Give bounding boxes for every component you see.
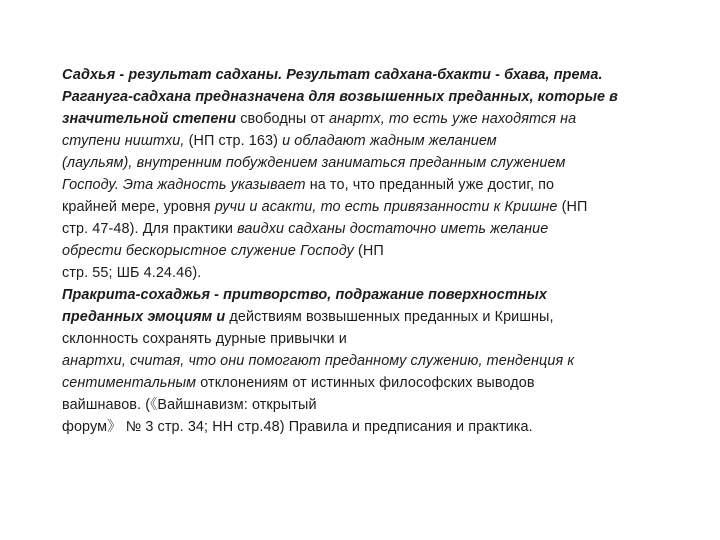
text-segment: преданных эмоциям и [62, 309, 230, 325]
text-segment: свободны от [240, 111, 329, 127]
text-line [62, 64, 662, 86]
text-segment: Господу. Эта жадность указывает [62, 177, 310, 193]
text-segment: ваидхи садханы достаточно иметь желание [237, 221, 549, 237]
text-segment: крайней мере, уровня [62, 199, 215, 215]
text-segment: анартхи, считая, что они помогают преданному служению, тенденция к [62, 353, 575, 369]
text-segment: ручи и асакти, то есть привязанности к Кришне [214, 199, 562, 215]
text-line [62, 350, 662, 372]
text-segment: Для практики [142, 221, 238, 237]
text-line [62, 86, 662, 108]
text-line [62, 306, 662, 328]
text-line [62, 174, 662, 196]
text-segment: стр. 47-48). [62, 221, 143, 237]
text-segment: стр. 55; ШБ 4.24.46). [62, 265, 202, 281]
text-line [62, 152, 662, 174]
text-line [62, 130, 662, 152]
text-segment: Садхья - результат садханы. Результат садхана-бхакти - бхава, према. [62, 67, 603, 83]
text-segment: (НП [358, 243, 384, 259]
text-segment: (НП стр. 163) [188, 133, 283, 149]
text-line [62, 240, 662, 262]
text-segment: (НП [561, 199, 588, 215]
text-segment: анартх, то есть уже находятся на [329, 111, 577, 127]
text-line [62, 416, 662, 438]
text-segment: на то, что преданный уже достиг, по [309, 177, 555, 193]
text-segment: ступени ништхи, [62, 133, 189, 149]
text-line [62, 328, 662, 350]
document-text [62, 64, 662, 438]
text-line [62, 284, 662, 306]
text-segment: действиям возвышенных преданных и Кришны, [229, 309, 554, 325]
text-line [62, 218, 662, 240]
text-segment: сентиментальным [62, 375, 201, 391]
text-line [62, 372, 662, 394]
text-segment: и обладают жадным желанием [282, 133, 497, 149]
text-line [62, 262, 662, 284]
text-line [62, 394, 662, 416]
text-segment: отклонениям от истинных философских выводов [200, 375, 535, 391]
text-segment: Пракрита-сохаджья - притворство, подражание поверхностных [62, 287, 548, 303]
text-segment: вайшнавов. (《Вайшнавизм: открытый [62, 397, 317, 413]
text-line [62, 108, 662, 130]
text-segment: значительной степени [62, 111, 241, 127]
text-segment: Рагануга-садхана предназначена для возвышенных преданных, которые в [62, 89, 618, 105]
text-line [62, 196, 662, 218]
text-segment: (лаульям), внутренним побуждением заниматься преданным служением [62, 155, 566, 171]
text-segment: склонность сохранять дурные привычки и [62, 331, 347, 347]
text-segment: обрести бескорыстное служение Господу [62, 243, 359, 259]
text-segment: форум》 № 3 стр. 34; НН стр.48) Правила и предписания и практика. [62, 419, 533, 435]
